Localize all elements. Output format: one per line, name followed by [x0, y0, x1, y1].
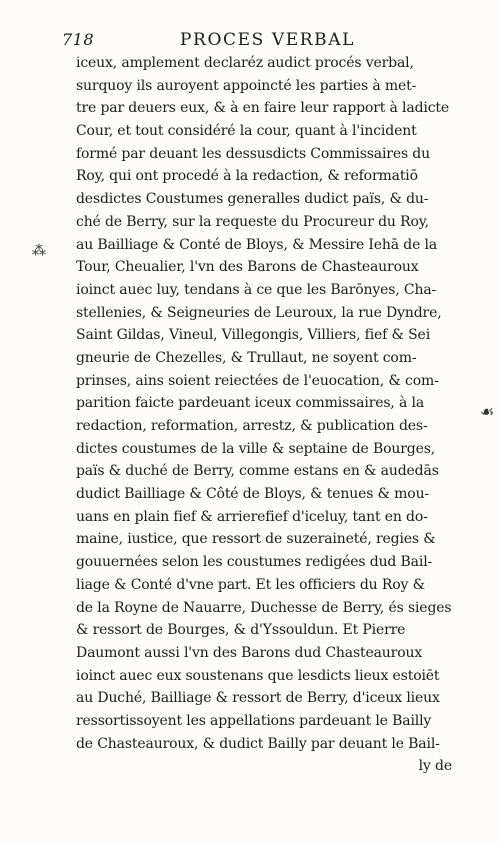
- text-line: de Chasteauroux, & dudict Bailly par deuant le Bail-: [76, 735, 440, 752]
- text-line: au Bailliage & Conté de Bloys, & Messire Iehā de la: [76, 236, 438, 253]
- page-number: 718: [62, 30, 95, 49]
- text-line: dictes coustumes de la ville & septaine de Bourges,: [76, 440, 436, 457]
- text-line: tre par deuers eux, & à en faire leur rapport à ladicte: [76, 100, 450, 117]
- text-line: Saint Gildas, Vineul, Villegongis, Villiers, fief & Sei: [76, 327, 431, 344]
- text-line: desdictes Coustumes generalles dudict païs, & du-: [76, 191, 429, 208]
- text-line: formé par deuant les dessusdicts Commissaires du: [76, 145, 430, 162]
- text-line: de la Royne de Nauarre, Duchesse de Berry, és sieges: [76, 599, 452, 616]
- text-line: gouuernées selon les coustumes redigées dud Bail-: [76, 554, 433, 571]
- text-line: parition faicte pardeuant iceux commissaires, à la: [76, 395, 425, 412]
- text-line: stellenies, & Seigneuries de Leuroux, la rue Dyndre,: [76, 304, 442, 321]
- text-line: iceux, amplement declaréz audict procés verbal,: [76, 55, 414, 71]
- body-text: [76, 52, 472, 778]
- text-line: uans en plain fief & arrierefief d'iceluy, tant en do-: [76, 508, 428, 525]
- text-line: ché de Berry, sur la requeste du Procureur du Roy,: [76, 213, 429, 230]
- text-line: ioinct auec eux soustenans que lesdicts lieux estoiēt: [76, 667, 440, 684]
- margin-mark-left: ⁂: [32, 243, 46, 259]
- text-line: gneurie de Chezelles, & Trullaut, ne soyent com-: [76, 349, 417, 366]
- text-line: Cour, et tout considéré la cour, quant à l'incident: [76, 123, 417, 140]
- text-line: ressortissoyent les appellations pardeuant le Bailly: [76, 712, 432, 729]
- text-line: païs & duché de Berry, comme estans en & audedās: [76, 463, 439, 480]
- text-line: prinses, ains soient reiectées de l'euocation, & com-: [76, 372, 439, 389]
- running-head: [62, 30, 482, 52]
- text-line: ly de: [418, 758, 452, 775]
- text-line: surquoy ils auroyent appoincté les parties à met-: [76, 77, 417, 94]
- running-title: PROCES VERBAL: [180, 30, 355, 50]
- text-line: maine, iustice, que ressort de suzeraineté, regies &: [76, 531, 436, 548]
- text-line: dudict Bailliage & Côté de Bloys, & tenues & mou-: [76, 486, 430, 503]
- text-line: liage & Conté d'vne part. Et les officiers du Roy &: [76, 576, 425, 593]
- text-line: & ressort de Bourges, & d'Yssouldun. Et Pierre: [76, 622, 406, 639]
- text-line: Daumont aussi l'vn des Barons dud Chasteauroux: [76, 644, 423, 661]
- text-line: au Duché, Bailliage & ressort de Berry, d'iceux lieux: [76, 690, 440, 707]
- margin-mark-right: ☙: [480, 402, 495, 421]
- text-line: Tour, Cheualier, l'vn des Barons de Chasteauroux: [76, 259, 419, 276]
- text-line: redaction, reformation, arrestz, & publication des-: [76, 418, 428, 434]
- text-line: Roy, qui ont procedé à la redaction, & reformatiō: [76, 168, 418, 185]
- text-line: ioinct auec luy, tendans à ce que les Barōnyes, Cha-: [76, 281, 437, 298]
